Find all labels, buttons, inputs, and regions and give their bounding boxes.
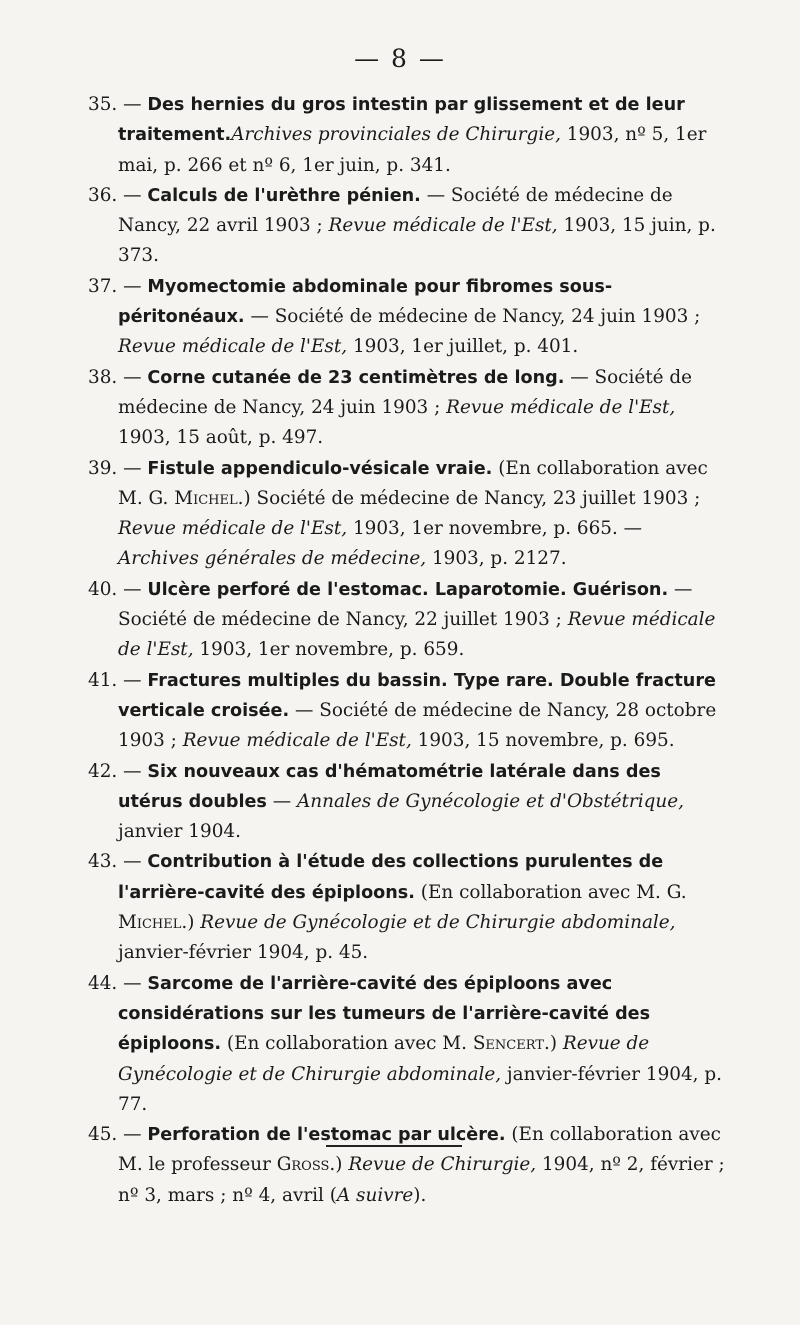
entry-source: Revue médicale de l'Est,: [118, 518, 348, 540]
entry-number: 45.: [88, 1124, 118, 1146]
entry-text: 1903, 15 août, p. 497.: [118, 427, 324, 449]
entry-text: —: [266, 790, 297, 812]
entry-text: (En collaboration avec M. le professeur: [118, 1124, 721, 1176]
entry-text: 1903, nº 5, 1er mai, p. 266 et nº 6, 1er juin, p. 341.: [118, 124, 707, 176]
bibliography-entry: 43. — Contribution à l'étude des collections purulentes de l'arrière-cavité des épiploons. (En collaboration avec M. G. Michel.) Revue de Gynécologie et de Chirurgie abdominale, janvier-février 1904, p. 45.: [88, 851, 687, 964]
entry-source: Revue médicale de l'Est,: [446, 396, 676, 418]
entry-number: 37.: [88, 275, 118, 297]
entry-number: 42.: [88, 760, 118, 782]
entry-text: ) Société de médecine de Nancy, 23 juillet 1903 ;: [243, 487, 701, 509]
page-number: — 8 —: [354, 44, 446, 73]
entry-source: Annales de Gynécologie et d'Obstétrique,: [297, 790, 684, 812]
entry-number: 41.: [88, 669, 118, 691]
entry-text: 1904, nº 2, février ; nº 3, mars ; nº 4, avril (: [118, 1154, 725, 1206]
entry-number: 40.: [88, 578, 118, 600]
entry-title: Des hernies du gros intestin par glissement et de leur traitement.: [118, 95, 685, 146]
entry-text: janvier-février 1904, p. 45.: [118, 942, 369, 964]
entry-text: — Société de médecine de Nancy, 24 juin 1903 ;: [244, 306, 701, 328]
entry-title: Sarcome de l'arrière-cavité des épiploons avec considérations sur les tumeurs de l'arrière-cavité des épiploons.: [118, 973, 651, 1055]
entry-number: 36.: [88, 184, 118, 206]
entry-text: — Société de médecine de Nancy, 24 juin 1903 ;: [118, 366, 693, 418]
entry-text: 1903, 1er novembre, p. 665. —: [347, 518, 643, 540]
entry-title: Corne cutanée de 23 centimètres de long.: [147, 367, 565, 388]
bibliography-entry: 37. — Myomectomie abdominale pour fibromes sous-péritonéaux. — Société de médecine de Nancy, 24 juin 1903 ; Revue médicale de l'Est, 1903, 1er juillet, p. 401.: [88, 275, 701, 358]
entry-number: 39.: [88, 457, 118, 479]
entry-title: Fractures multiples du bassin. Type rare. Double fracture verticale croisée.: [118, 670, 716, 721]
entry-text: ): [187, 912, 201, 934]
bibliography-entry: 36. — Calculs de l'urèthre pénien. — Société de médecine de Nancy, 22 avril 1903 ; Revue médicale de l'Est, 1903, 15 juin, p. 373.: [88, 184, 716, 267]
entry-number: 35.: [88, 94, 118, 115]
bibliography-entry: 41. — Fractures multiples du bassin. Type rare. Double fracture verticale croisée. — Société de médecine de Nancy, 28 octobre 1903 ; Revue médicale de l'Est, 1903, 15 novembre, p. 695.: [88, 669, 717, 752]
entry-source: Revue médicale de l'Est,: [118, 336, 348, 358]
bibliography-list: [88, 90, 728, 1211]
entry-source: Archives provinciales de Chirurgie,: [231, 124, 561, 146]
entry-source: Revue de Gynécologie et de Chirurgie abdominale,: [118, 1033, 650, 1085]
entry-source: A suivre: [336, 1184, 414, 1206]
entry-text: ): [549, 1033, 563, 1055]
entry-source: Archives générales de médecine,: [118, 548, 427, 570]
entry-text: 1903, 1er novembre, p. 659.: [193, 639, 465, 661]
entry-coauthor: Michel.: [174, 487, 244, 509]
entry-source: Revue de Gynécologie et de Chirurgie abdominale,: [200, 912, 676, 934]
entry-number: 38.: [88, 366, 118, 388]
entry-text: 1903, 15 juin, p. 373.: [118, 215, 716, 267]
bibliography-entry: 44. — Sarcome de l'arrière-cavité des épiploons avec considérations sur les tumeurs de l'arrière-cavité des épiploons. (En collaboration avec M. Sencert.) Revue de Gynécologie et de Chirurgie abdominale, janvier-février 1904, p. 77.: [88, 972, 722, 1115]
entry-title: Perforation de l'estomac par ulcère.: [147, 1125, 506, 1146]
entry-text: (En collaboration avec M.: [221, 1033, 473, 1055]
entry-text: — Société de médecine de Nancy, 22 juillet 1903 ;: [118, 578, 693, 631]
entry-text: 1903, 15 novembre, p. 695.: [411, 730, 675, 752]
entry-text: — Société de médecine de Nancy, 28 octobre 1903 ;: [118, 699, 717, 752]
entry-text: janvier-février 1904, p. 77.: [118, 1063, 722, 1115]
entry-source: Revue de Chirurgie,: [348, 1154, 537, 1176]
end-rule: [326, 1145, 462, 1147]
entry-coauthor: Sencert.: [472, 1033, 550, 1055]
entry-title: Ulcère perforé de l'estomac. Laparotomie. Guérison.: [147, 579, 669, 600]
entry-source: Revue médicale de l'Est,: [182, 730, 412, 752]
entry-source: Revue médicale de l'Est,: [118, 609, 716, 661]
entry-text: ).: [413, 1184, 427, 1206]
bibliography-entry: 45. — Perforation de l'estomac par ulcère. (En collaboration avec M. le professeur Gross.) Revue de Chirurgie, 1904, nº 2, février ; nº 3, mars ; nº 4, avril (A suivre).: [88, 1124, 725, 1206]
entry-title: Six nouveaux cas d'hématométrie latérale dans des utérus doubles: [118, 761, 661, 812]
entry-title: Contribution à l'étude des collections purulentes de l'arrière-cavité des épiploons.: [118, 852, 664, 903]
entry-title: Fistule appendiculo-vésicale vraie.: [147, 458, 493, 479]
bibliography-entry: 39. — Fistule appendiculo-vésicale vraie. (En collaboration avec M. G. Michel.) Société de médecine de Nancy, 23 juillet 1903 ; Revue médicale de l'Est, 1903, 1er novembre, p. 665. — Archives générales de médecine, 1903, p. 2127.: [88, 457, 708, 570]
entry-text: (En collaboration avec M. G.: [414, 881, 687, 903]
entry-text: janvier 1904.: [118, 821, 241, 843]
entry-text: — Société de médecine de Nancy, 22 avril 1903 ;: [118, 184, 673, 237]
entry-text: 1903, p. 2127.: [426, 548, 567, 570]
bibliography-entry: 35. — Des hernies du gros intestin par glissement et de leur traitement.Archives provinciales de Chirurgie, 1903, nº 5, 1er mai, p. 266 et nº 6, 1er juin, p. 341.: [88, 94, 707, 176]
entry-text: (En collaboration avec M. G.: [118, 457, 708, 509]
bibliography-entry: 38. — Corne cutanée de 23 centimètres de long. — Société de médecine de Nancy, 24 juin 1903 ; Revue médicale de l'Est, 1903, 15 août, p. 497.: [88, 366, 693, 449]
entry-source: Revue médicale de l'Est,: [328, 215, 558, 237]
entry-coauthor: Gross.: [276, 1154, 336, 1176]
entry-title: Myomectomie abdominale pour fibromes sous-péritonéaux.: [118, 276, 613, 328]
entry-number: 43.: [88, 851, 118, 873]
entry-number: 44.: [88, 972, 118, 994]
entry-coauthor: Michel.: [118, 912, 188, 934]
entry-text: 1903, 1er juillet, p. 401.: [347, 336, 579, 358]
bibliography-entry: 42. — Six nouveaux cas d'hématométrie latérale dans des utérus doubles — Annales de Gynécologie et d'Obstétrique, janvier 1904.: [88, 760, 684, 843]
entry-text: ): [335, 1154, 349, 1176]
bibliography-entry: 40. — Ulcère perforé de l'estomac. Laparotomie. Guérison. — Société de médecine de Nancy, 22 juillet 1903 ; Revue médicale de l'Est, 1903, 1er novembre, p. 659.: [88, 578, 716, 661]
entry-title: Calculs de l'urèthre pénien.: [147, 185, 421, 206]
